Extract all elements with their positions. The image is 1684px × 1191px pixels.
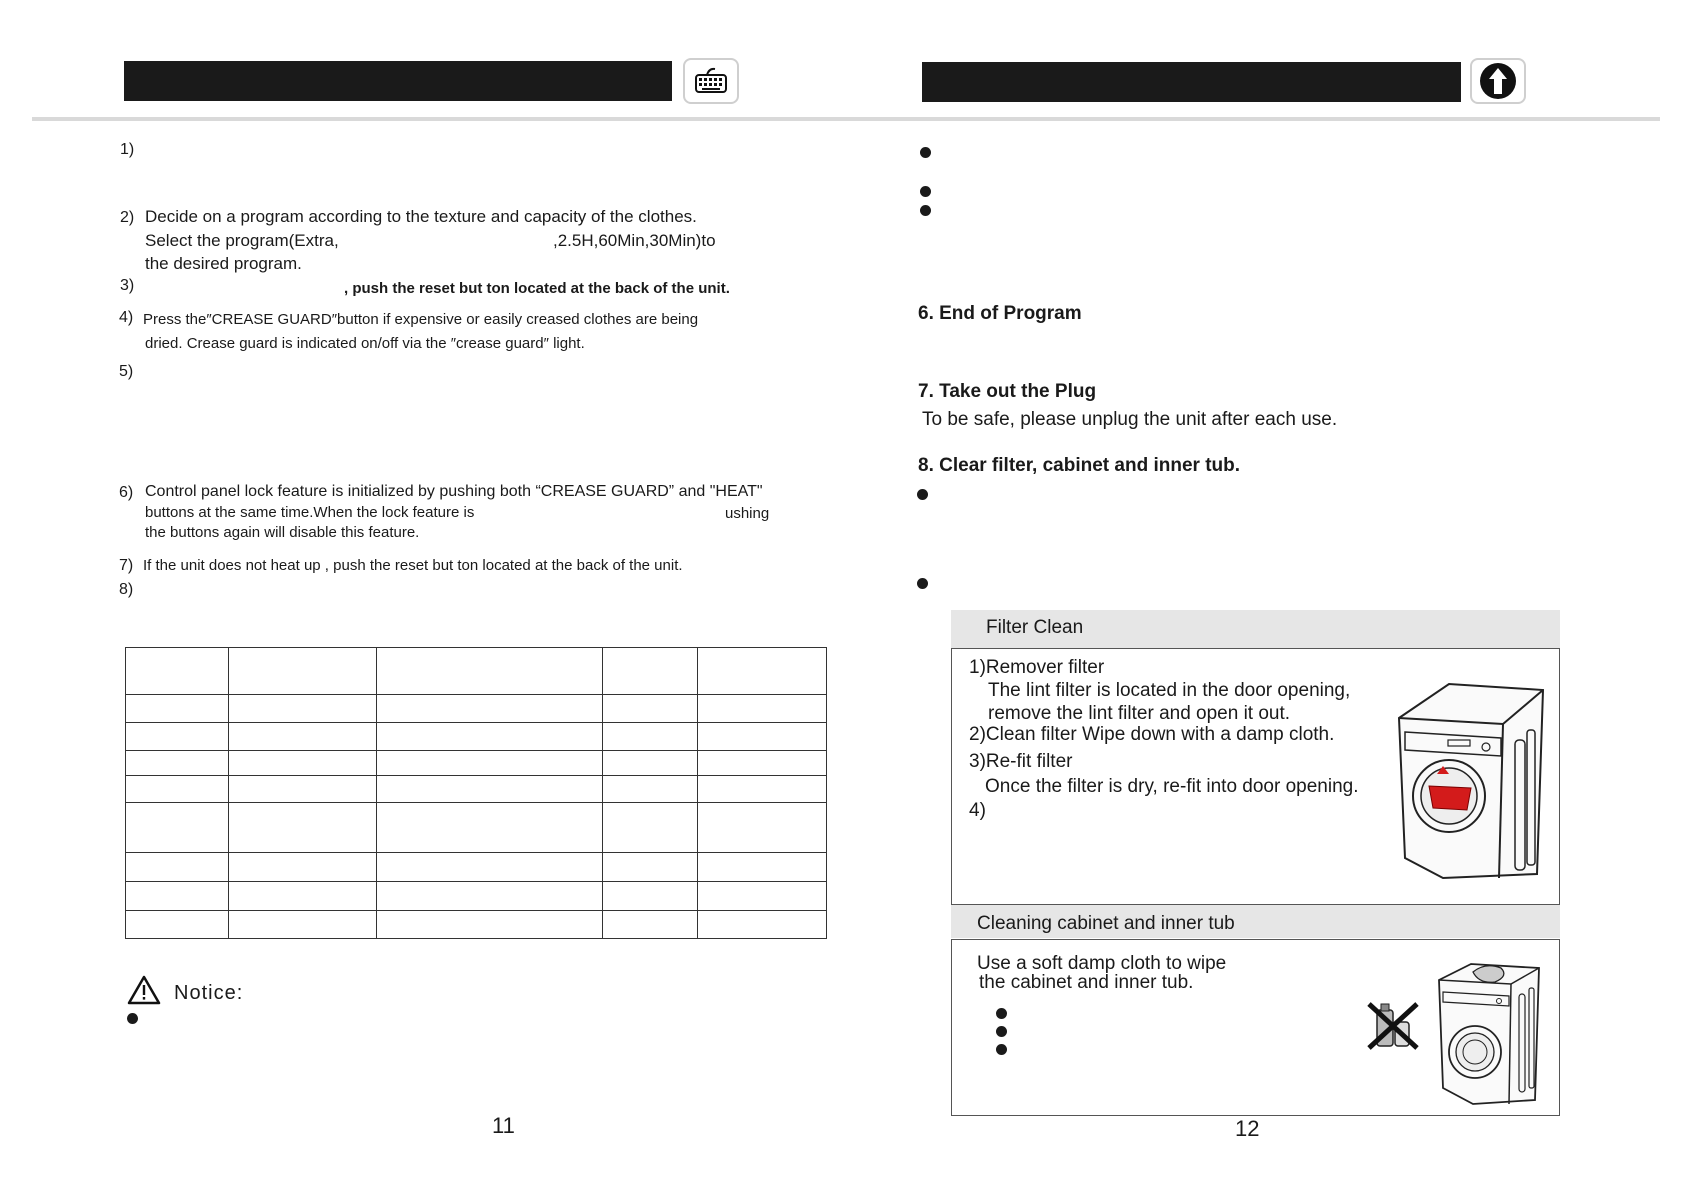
- filter-line-2: The lint filter is located in the door opening,: [988, 680, 1351, 701]
- bullet: [996, 1026, 1007, 1037]
- item-6-number: 6): [119, 484, 134, 501]
- table-row: [126, 803, 827, 853]
- bullet: [127, 1013, 138, 1024]
- table-cell: [126, 648, 229, 695]
- item-1-number: 1): [120, 141, 135, 158]
- page-number-right: 12: [1235, 1116, 1260, 1141]
- filter-line-4: 2)Clean filter Wipe down with a damp cloth.: [969, 724, 1335, 745]
- item-6-line-1: Control panel lock feature is initialized by pushing both “CREASE GUARD” and "HEAT": [145, 483, 763, 500]
- table-row: [126, 776, 827, 803]
- item-3-line-1: , push the reset but ton located at the back of the unit.: [344, 280, 730, 297]
- item-3-number: 3): [120, 277, 135, 294]
- item-4-line-1: Press the″CREASE GUARD″button if expensive or easily creased clothes are being: [143, 311, 699, 328]
- program-table: [125, 647, 827, 939]
- item-6-line-2b: ushing: [725, 505, 770, 522]
- dryer-filter-illustration: [1393, 678, 1551, 888]
- filter-line-7: 4): [969, 800, 986, 821]
- item-8-number: 8): [119, 581, 134, 598]
- arrow-up-icon: [1470, 58, 1526, 104]
- item-4-number: 4): [119, 309, 134, 326]
- filter-line-3: remove the lint filter and open it out.: [988, 703, 1291, 724]
- filter-line-1: 1)Remover filter: [969, 657, 1105, 678]
- table-cell: [603, 648, 698, 695]
- bullet: [996, 1008, 1007, 1019]
- table-row: [126, 695, 827, 723]
- item-2-line-2a: Select the program(Extra,: [145, 231, 339, 250]
- table-cell: [229, 648, 377, 695]
- table-cell: [377, 648, 603, 695]
- item-6-line-3: the buttons again will disable this feature.: [145, 524, 420, 541]
- table-row: [126, 853, 827, 882]
- table-row: [126, 882, 827, 911]
- bullet: [920, 205, 931, 216]
- section-6-title: 6. End of Program: [918, 303, 1082, 324]
- bullet: [917, 489, 928, 500]
- table-cell: [698, 648, 827, 695]
- bullet: [920, 147, 931, 158]
- section-7-title: 7. Take out the Plug: [918, 381, 1097, 402]
- bullet: [996, 1044, 1007, 1055]
- dryer-wipe-illustration: [1435, 960, 1545, 1110]
- item-5-number: 5): [119, 363, 134, 380]
- header-rule: [32, 117, 1660, 121]
- section-8-title: 8. Clear filter, cabinet and inner tub.: [918, 455, 1241, 476]
- section-7-text: To be safe, please unplug the unit after each use.: [922, 409, 1338, 430]
- item-7-line-1: If the unit does not heat up , push the reset but ton located at the back of the unit.: [143, 557, 683, 574]
- item-2-line-3: the desired program.: [145, 254, 302, 273]
- no-solvent-icon: [1365, 1000, 1425, 1057]
- item-4-line-2: dried. Crease guard is indicated on/off via the ″crease guard″ light.: [145, 335, 585, 352]
- cabinet-line-2: the cabinet and inner tub.: [979, 972, 1194, 993]
- item-2-number: 2): [120, 209, 135, 226]
- table-row: [126, 911, 827, 939]
- notice-label: Notice:: [174, 982, 244, 1004]
- cabinet-panel-title: Cleaning cabinet and inner tub: [977, 913, 1235, 934]
- cabinet-line-1: Use a soft damp cloth to wipe: [977, 953, 1227, 974]
- filter-panel-title: Filter Clean: [986, 617, 1084, 638]
- filter-line-6: Once the filter is dry, re-fit into door opening.: [985, 776, 1359, 797]
- left-header-bar: [124, 61, 672, 101]
- bullet: [920, 186, 931, 197]
- bullet: [917, 578, 928, 589]
- item-7-number: 7): [119, 557, 134, 574]
- table-row: [126, 751, 827, 776]
- filter-line-5: 3)Re-fit filter: [969, 751, 1073, 772]
- page-number-left: 11: [492, 1113, 515, 1138]
- item-2-line-2b: ,2.5H,60Min,30Min)to: [553, 231, 716, 250]
- item-6-line-2a: buttons at the same time.When the lock feature is: [145, 504, 475, 521]
- right-header-bar: [922, 62, 1461, 102]
- warning-icon: [127, 975, 161, 1010]
- keyboard-icon: [683, 58, 739, 104]
- table-row: [126, 723, 827, 751]
- item-2-line-1: Decide on a program according to the texture and capacity of the clothes.: [145, 207, 697, 226]
